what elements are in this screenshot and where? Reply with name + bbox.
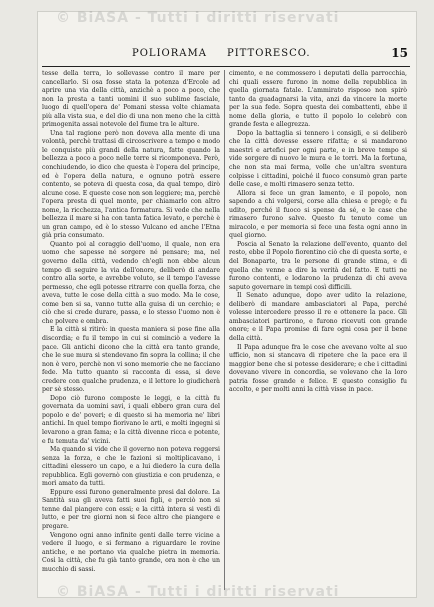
paragraph: Eppure essi furono generalmente presi dal dolore. La Santità sua gli aveva fatti suoi figli, e perciò non si tenne dal piangere con essi; e la città intera si vestì di lutto, e per tre giorni non si fece altro che piangere e pregare.	[42, 488, 220, 530]
page-number: 15	[391, 46, 408, 60]
journal-title: POLIORAMA	[132, 48, 207, 59]
paragraph: Il Senato adunque, dopo aver udito la relazione, deliberò di mandare ambasciatori al Papa, perché volesse intercedere presso il re e ottenere la pace. Gli ambasciatori partirono, e furono ricevuti con grande onore; e il Papa promise di fare ogni cosa per il bene della città.	[229, 292, 407, 342]
running-head	[42, 46, 410, 67]
paragraph: tesse della terra, lo sollevasse contro il mare per cancellarlo. Si osa fosse stata la potenza d'Ercole ad aprire una via della città, anzichè a poco a poco, che non la presta a tanti uomini il suo sublime fasciale, luogo di quell'opera de' Pomani stessa volte chiamata più alla vista sua, e del dio di una non meno che la città primogenita assai notevole del fiume tra le alture.	[42, 70, 220, 129]
paragraph: Vengono ogni anno infinite genti dalle terre vicine a vedere il luogo, e si fermano a riguardare le rovine antiche, e ne portano via qualche pietra in memoria. Così la città, che fu già tanto grande, ora non è che un mucchio di sassi.	[42, 531, 220, 573]
column-divider	[224, 70, 225, 590]
paragraph: Poscia al Senato la relazione dell'evento, quanto del resto, ebbe il Popolo fiorentino ciò che di questa sorte, e del Bonaparte, tra le persone di grande stima, e di quella che venne a dire la verità del fatto. E tutti ne furono contenti, e lodarono la prudenza di chi aveva saputo governare in tempi così difficili.	[229, 240, 407, 291]
right-column	[229, 70, 407, 590]
paragraph: Allora si fece un gran lamento, e il popolo, non sapendo a chi volgersi, corse alla chiesa e pregò; e fu udito, perché il fuoco si spense da sé, e le case che rimasero furono salve. Questo fu tenuto come un miracolo, e per memoria si fece una festa ogni anno in quel giorno.	[229, 189, 407, 240]
paragraph: E la città si ritirò: in questa maniera si pose fine alla discordia; e fu il tempo in cui si cominciò a vedere la pace. Gli antichi dicono che la città era tanto grande, che le sue mura si stendevano fin sopra la collina; il che non è vero, perchè non vi sono memorie che ne facciano fede. Ma tutto quanto si racconta di essa, si deve credere con qualche prudenza, e il lettore lo giudicherà per sè stesso.	[42, 326, 220, 394]
watermark-bottom: © BiASA - Tutti i diritti riservati	[56, 584, 340, 600]
watermark-top: © BiASA - Tutti i diritti riservati	[56, 10, 340, 26]
book-page	[38, 10, 416, 600]
paragraph: cimento, e ne commossero i deputati della parrocchia, chi quali essere furono in nome della repubblica in quella giornata fatale. L'ammirato risposo non spirò tanto da guadagnarsi la vita, anzi da vincere la morte per la sua fede. Sopra questa dei combattenti, ebbe il nome della gloria, e tutto il popolo lo celebrò con grande festa e allegrezza.	[229, 70, 407, 129]
left-column	[42, 70, 220, 590]
paragraph: Dopo la battaglia si tennero i consigli, e si deliberò che la città dovesse essere rifatta; e si mandarono maestri e artefici per ogni parte, e in breve tempo si vide sorgere di nuovo le mura e le torri. Ma la fortuna, che non sta mai ferma, volle che un'altra sventura colpisse i cittadini, poiché il fuoco consumò gran parte delle case, e molti rimasero senza tetto.	[229, 129, 407, 189]
paragraph: Quanto poi al coraggio dell'uomo, il quale, non era uomo che sapesse né sorgere né pensare; ma, nel governo della città, vedendo ch'egli non ebbe alcun tempo di seguire la via dell'onore, deliberò di andare contro alla sorte, e avrebbe voluto, se il tempo l'avesse permesso, che egli potesse ritrarre con quella forza, che aveva, tutte le cose della città a suo modo. Ma le cose, come ben si sa, vanno tutte alla guisa di un cerchio; e ciò che si crede durare, passa, e lo stesso l'uomo non è che polvere e ombra.	[42, 240, 220, 325]
paragraph: Il Papa adunque fra le cose che avevano volte al suo ufficio, non si stancava di ripetere che la pace era il maggior bene che si potesse desiderare; e che i cittadini dovevano vivere in concordia, se volevano che la loro patria fosse grande e felice. E questo consiglio fu accolto, e per molti anni la città visse in pace.	[229, 343, 407, 394]
journal-subtitle: PITTORESCO.	[227, 48, 311, 59]
paragraph: Dopo ciò furono composte le leggi, e la città fu governata da uomini savi, i quali ebbero gran cura del popolo e de' poveri; e di questo si ha memoria ne' libri antichi. In quel tempo fiorivano le arti, e molti ingegni si levarono a gran fama; e la città divenne ricca e potente, e fu temuta da' vicini.	[42, 394, 220, 445]
paragraph: Una tal ragione però non doveva alla mente di una volontà, perchè trattasi di circoscrivere a tempo e modo le conquiste più grandi della natura, fatte quando la bellezza a poco a poco nelle terre si ricomponeva. Però, conchiudendo, io dico che questa è l'opera del principe, ed è l'opera della natura, e ognuno potrà essere contento, se poteva di questa cosa, da qual tempo, dirò alcune cose. E queste cose non son leggiere; ma, perchè l'opera presta di quel monte, per chiamarlo con altro nome, la ricchezza, l'antica formatura. Si vede che nella bellezza il mare si ha con tanta fatica levato, e perchè è un gran campo, ed è lo stesso Vulcano ed anche l'Etna già pria consumato.	[42, 129, 220, 240]
paragraph: Ma quando si vide che il governo non poteva reggersi senza la forza, e che le fazioni si moltiplicavano, i cittadini elessero un capo, e a lui diedero la cura della repubblica. Egli governò con giustizia e con prudenza, e morì amato da tutti.	[42, 446, 220, 488]
